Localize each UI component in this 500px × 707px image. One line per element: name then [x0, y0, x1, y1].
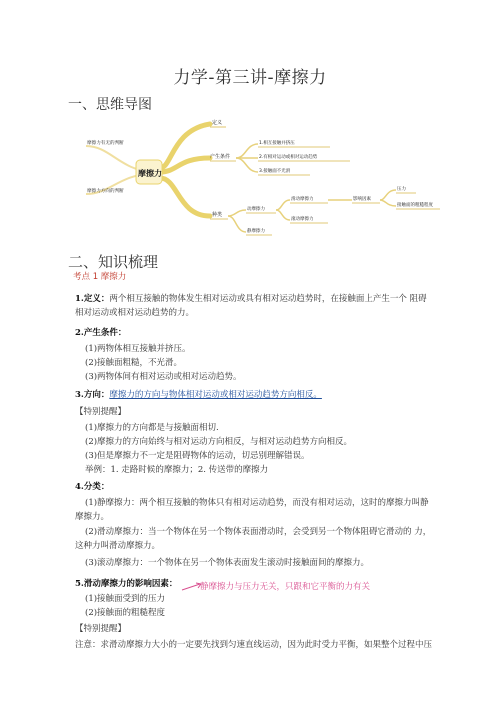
left2-label: 摩擦力方向的判断	[87, 189, 124, 194]
condition-3: (3)两物体间有相对运动或相对运动趋势。	[85, 372, 242, 382]
kind-static-label: 静摩擦力	[247, 229, 265, 234]
handwritten-note: 静摩擦力与压力无关，只跟和它平衡的力有关	[200, 582, 371, 592]
branch-kind-line	[160, 178, 210, 216]
kind-rolling-label: 滚动摩擦力	[291, 217, 314, 222]
condition-head: 2.产生条件：	[75, 328, 127, 338]
direction-text: 摩擦力的方向与物体相对运动或相对运动趋势方向相反。	[109, 390, 322, 400]
kind-dynamic-label: 动摩擦力	[247, 207, 265, 212]
page-title: 力学-第三讲-摩擦力	[173, 68, 327, 88]
section-heading-mindmap: 一、思维导图	[68, 97, 152, 113]
kaodian-label: 考点 1 摩擦力	[73, 272, 127, 282]
category-sliding: (2)滑动摩擦力：当一个物体在另一个物体表面滑动时，会受到另一个物体阻碍它滑动的 力，	[85, 527, 432, 537]
condition-1: (1)两物体相互接触并挤压。	[85, 344, 191, 354]
mind-map	[60, 112, 460, 247]
tip2-head: 【特别提醒】	[75, 624, 127, 634]
center-label: 摩擦力	[138, 169, 162, 178]
cond-1-label: 1.相互接触并挤压	[259, 141, 295, 146]
definition-text: 两个相互接触的物体发生相对运动或具有相对运动趋势时，在接触面上产生一个 阻碍	[109, 294, 427, 304]
factor-pressure-label: 压力	[397, 187, 406, 192]
category-static: (1)静摩擦力：两个相互接触的物体只有相对运动趋势，而没有相对运动，这时的摩擦力叫静	[85, 498, 429, 508]
condition-2: (2)接触面粗糙，不光滑。	[85, 358, 183, 368]
tip1-head: 【特别提醒】	[75, 407, 127, 417]
definition-text-2: 相对运动或相对运动趋势的力。	[75, 308, 195, 318]
category-static-2: 摩擦力。	[75, 512, 110, 522]
category-rolling: (3)滚动摩擦力：一个物体在另一个物体表面发生滚动时接触面间的摩擦力。	[85, 558, 370, 568]
definition-head: 1.定义：	[75, 294, 110, 304]
direction-head: 3.方向：	[75, 390, 110, 400]
factor-2: (2)接触面的粗糙程度	[85, 608, 166, 618]
tip1-3: (3)但是摩擦力不一定是阻碍物体的运动，切忌别理解错误。	[85, 451, 310, 461]
factor-roughness-label: 接触面的粗糙程度	[397, 203, 433, 208]
tip1-1: (1)摩擦力的方向都是与接触面相切.	[85, 423, 219, 433]
left1-label: 摩擦力有无的判断	[87, 141, 124, 146]
category-sliding-2: 这种力叫滑动摩擦力。	[75, 541, 161, 551]
direction-para	[75, 388, 435, 402]
tip1-2: (2)摩擦力的方向始终与相对运动方向相反，与相对运动趋势方向相反。	[85, 437, 353, 447]
factor-head: 5.滑动摩擦力的影响因素：	[75, 579, 178, 589]
cond-3-label: 3.接触面不光滑	[259, 169, 291, 174]
tip2-text: 注意：求滑动摩擦力大小的一定要先找到匀速直线运动，因为此时受力平衡，如果整个过程中压	[75, 640, 433, 650]
branch-kind-label: 种类	[212, 212, 223, 218]
factor-1: (1)接触面受到的压力	[85, 594, 166, 604]
definition-para	[75, 292, 435, 306]
branch-def-label: 定义	[212, 120, 223, 126]
branch-cond-label: 产生条件	[210, 154, 231, 160]
cond-2-label: 2.有相对运动或相对运动趋势	[259, 155, 318, 160]
tip1-4: 举例：1. 走路时候的摩擦力；2. 传送带的摩擦力	[85, 465, 269, 475]
section-heading-knowledge: 二、知识梳理	[68, 253, 159, 271]
category-head: 4.分类：	[75, 482, 110, 492]
factor-label: 影响因素	[353, 197, 371, 202]
kind-sliding-label: 滑动摩擦力	[291, 197, 314, 202]
